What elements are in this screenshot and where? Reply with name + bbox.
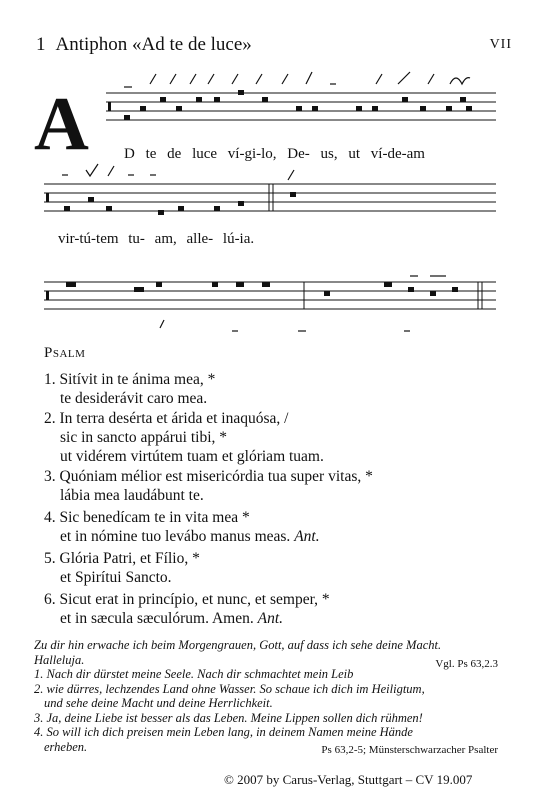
verse-line: Sitívit in te ánima mea, * bbox=[59, 371, 216, 388]
antiphon-marker: Ant. bbox=[257, 610, 284, 627]
translation-line: erheben. bbox=[44, 739, 88, 754]
chant-title-text: Antiphon «Ad te de luce» bbox=[55, 34, 252, 55]
verse-line: et Spirítui Sancto. bbox=[60, 569, 172, 586]
neumes bbox=[46, 90, 472, 300]
antiphon-lyric-line-1: D te de luce ví-gi-lo, De- us, ut ví-de-am bbox=[124, 146, 425, 162]
verse-line: In terra desérta et árida et inaquósa, / bbox=[59, 410, 289, 427]
psalm-verse bbox=[44, 467, 373, 505]
verse-line: et in nómine tuo levábo manus meas. bbox=[60, 528, 291, 545]
psalm-verse bbox=[44, 549, 200, 587]
german-translation bbox=[34, 638, 504, 754]
translation-line: 3. Ja, deine Liebe ist besser als das Leben. Meine Lippen sollen dich rühmen! bbox=[34, 710, 423, 725]
psalm-heading: Psalm bbox=[44, 345, 86, 361]
chant-title bbox=[36, 34, 252, 56]
rhythmic-signs bbox=[62, 72, 470, 331]
translation-line: 1. Nach dir dürstet meine Seele. Nach dir schmachtet mein Leib bbox=[34, 667, 354, 681]
verse-number: 2. bbox=[44, 410, 56, 427]
mode-indicator: VII bbox=[489, 37, 512, 52]
verse-line: Quóniam mélior est misericórdia tua super vitas, * bbox=[59, 468, 373, 485]
verse-line: ut vidérem virtútem tuam et glóriam tuam. bbox=[60, 448, 324, 465]
translation-antiphon-line: Halleluja. bbox=[34, 652, 85, 667]
antiphon-marker: Ant. bbox=[294, 528, 320, 545]
source-reference: Ps 63,2-5; Münsterschwarzacher Psalter bbox=[321, 744, 498, 756]
verse-line-with-ant bbox=[44, 609, 330, 628]
verse-line-with-ant bbox=[44, 527, 320, 546]
verse-line: Sicut erat in princípio, et nunc, et semper, * bbox=[59, 591, 330, 608]
verse-line: et in sæcula sæculórum. Amen. bbox=[60, 610, 254, 627]
verse-line: Sic benedícam te in vita mea * bbox=[59, 509, 250, 526]
translation-line: 4. So will ich dich preisen mein Leben lang, in deinem Namen meine Hände bbox=[34, 725, 413, 739]
scripture-reference: Vgl. Ps 63,2.3 bbox=[435, 658, 498, 670]
antiphon-lyric-line-2: vir-tú-tem tu- am, alle- lú-ia. bbox=[58, 231, 255, 247]
verse-line: lábia mea laudábunt te. bbox=[60, 487, 204, 504]
psalm-verse bbox=[44, 370, 215, 408]
psalm-verse bbox=[44, 409, 324, 466]
chant-number: 1 bbox=[36, 34, 46, 55]
verse-number: 1. bbox=[44, 371, 56, 388]
verse-line: sic in sancto appárui tibi, * bbox=[60, 429, 228, 446]
verse-number: 5. bbox=[44, 550, 56, 567]
verse-line: te desiderávit caro mea. bbox=[60, 390, 208, 407]
verse-number: 6. bbox=[44, 591, 56, 608]
copyright-notice: © 2007 by Carus-Verlag, Stuttgart – CV 19.007 bbox=[224, 772, 473, 787]
verse-line: Glória Patri, et Fílio, * bbox=[59, 550, 200, 567]
verse-number: 3. bbox=[44, 468, 56, 485]
psalm-verse bbox=[44, 508, 320, 546]
psalm-verse bbox=[44, 590, 330, 628]
initial-letter: A bbox=[34, 82, 89, 166]
verse-number: 4. bbox=[44, 509, 56, 526]
translation-line: und sehe deine Macht und deine Herrlichkeit. bbox=[44, 696, 273, 710]
translation-line: 2. wie dürres, lechzendes Land ohne Wasser. So schaue ich dich im Heiligtum, bbox=[34, 681, 425, 696]
translation-antiphon-line: Zu dir hin erwache ich beim Morgengrauen, Gott, auf dass ich sehe deine Macht. bbox=[34, 638, 442, 652]
